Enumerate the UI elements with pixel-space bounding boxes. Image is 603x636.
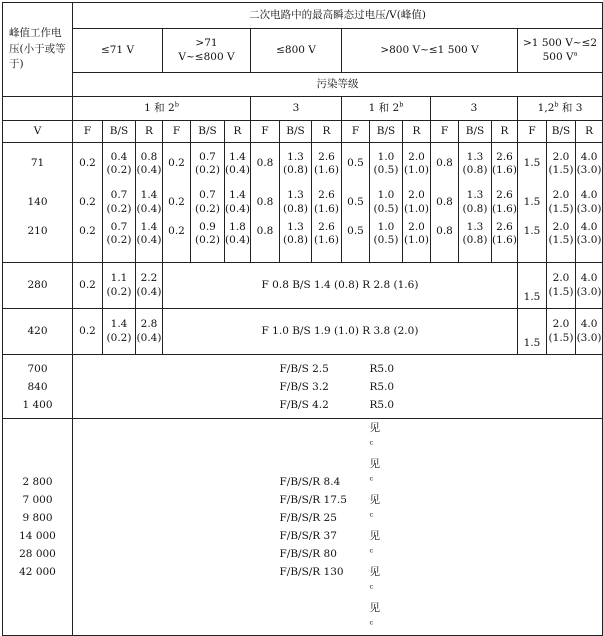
cell-f: 0.5 [342,143,370,185]
cell-bs [547,263,576,309]
cell-bs [191,185,225,221]
value: 2.0 [408,220,425,233]
cell-bs [280,143,312,185]
transient-group-5 [518,29,603,73]
value: 2.6 [318,150,335,163]
value-paren: (0.5) [373,233,399,246]
pollution-group-3 [342,97,431,121]
col-bs: B/S [370,121,403,143]
see-text: 见 [369,422,380,434]
col-r: R [312,121,342,143]
value: 1.0 [377,220,395,233]
transient-group-4: >800 V~≤1 500 V [342,29,518,73]
col-r: R [403,121,431,143]
value-paren: (0.8) [283,233,308,246]
value: 4.0 [580,318,598,331]
cell-f: 1.5 [518,309,547,355]
value: 2.0 [408,189,425,202]
value: 2.0 [408,150,425,163]
pollution-group-5-label: 1,2 [537,101,555,114]
value-paren: (0.4) [136,285,162,298]
value-paren: (0.5) [373,163,399,176]
value: 2.0 [552,220,570,233]
value-paren: (1.5) [548,163,574,176]
unit-header: V [3,121,73,143]
value: 1.4 [229,189,246,202]
cell-f: 0.2 [163,143,191,185]
block2-spacer [73,419,280,636]
value: 2.2 [140,272,158,285]
value: 2.6 [496,220,513,233]
cell-bs [370,143,403,185]
col-f: F [342,121,370,143]
cell-r [225,143,251,185]
col-bs: B/S [280,121,312,143]
value-paren: (1.6) [314,163,339,176]
cell-r [136,263,163,309]
see-sup: c [369,618,374,627]
value-paren: (1.5) [548,202,574,215]
value-paren: (0.2) [195,163,220,176]
transient-group-5-label: >1 500 V~≤2 500 V [523,37,598,63]
cell-f: 1.5 [518,143,547,185]
transient-group-1: ≤71 V [73,29,163,73]
see-note [370,527,603,563]
value-paren: (0.8) [462,163,488,176]
value-paren: (0.2) [106,331,132,344]
cell-bs [370,221,403,263]
cell-bs [459,221,492,263]
cell-bs [459,185,492,221]
value: 1.1 [110,272,128,285]
pollution-group-3-label: 1 和 2 [368,101,400,114]
fbsr-value: F/B/S/R 130 [279,566,344,578]
value: 2.0 [552,189,570,202]
value-paren: (1.6) [492,163,517,176]
fbsr-value: F/B/S/R 37 [279,530,337,542]
cell-f: 0.8 [251,143,280,185]
col-bs: B/S [103,121,136,143]
cell-r [403,143,431,185]
value-paren: (1.6) [492,202,517,215]
see-note [370,491,603,527]
col-bs: B/S [459,121,492,143]
value: 1.4 [140,189,158,202]
col-bs: B/S [547,121,576,143]
cell-f: 0.2 [73,309,103,355]
value-paren: (1.5) [548,331,574,344]
value-paren: (0.8) [283,163,308,176]
voltage-block-2 [3,419,73,636]
value-paren: (0.8) [462,202,488,215]
cell-f: 0.8 [251,221,280,263]
cell-f: 1.5 [518,185,547,221]
col-bs: B/S [191,121,225,143]
voltage-42000: 42 000 [19,566,56,578]
transient-voltage-title: 二次电路中的最高瞬态过电压/V(峰值) [73,3,603,29]
value-paren: (3.0) [576,202,602,215]
cell-f: 0.5 [342,185,370,221]
col-r: R [576,121,603,143]
voltage-840: 840 [27,380,48,393]
col-f: F [251,121,280,143]
r-value: R5.0 [369,398,395,411]
cell-r [312,143,342,185]
voltage-7000: 7 000 [22,494,53,506]
cell-f: 0.2 [73,143,103,185]
see-note [370,563,603,599]
value: 1.3 [287,150,304,163]
fbsr-value: F/B/S/R 80 [279,548,337,560]
cell-bs [103,309,136,355]
value: 1.0 [377,189,395,202]
value: 0.7 [110,189,128,202]
voltage-280: 280 [3,263,73,309]
clearance-table [2,2,603,636]
cell-f: 0.8 [431,143,459,185]
pollution-group-3-note: b [399,100,404,109]
value-paren: (3.0) [576,163,602,176]
cell-bs [280,185,312,221]
value-paren: (3.0) [576,285,602,298]
voltage-9800: 9 800 [22,512,53,524]
fbs-value: F/B/S 4.2 [279,398,329,411]
voltage-14000: 14 000 [19,530,56,542]
value-paren: (0.2) [195,202,220,215]
pollution-group-5 [518,97,603,121]
see-text: 见 [369,530,380,542]
voltage-140: 140 [3,185,73,221]
fbs-value: F/B/S 2.5 [279,362,329,375]
pollution-group-1-note: b [174,100,179,109]
r-value: R5.0 [369,380,395,393]
cell-bs [191,221,225,263]
block1-fbs [280,355,370,419]
value: 1.0 [377,150,395,163]
see-note [370,419,603,455]
transient-group-2: >71 V~≤800 V [163,29,251,73]
transient-group-3: ≤800 V [251,29,342,73]
value-paren: (0.2) [195,233,220,246]
cell-r [136,309,163,355]
value-paren: (0.2) [106,233,132,246]
value: 2.8 [140,318,158,331]
cell-bs [103,263,136,309]
value-paren: (0.2) [106,202,132,215]
cell-r [136,185,163,221]
value: 2.0 [552,272,570,285]
cell-bs [547,221,576,263]
see-sup: c [369,546,374,555]
r-value: R5.0 [369,362,395,375]
value-paren: (0.8) [283,202,308,215]
cell-r [576,143,603,185]
cell-bs [103,221,136,263]
value: 2.6 [318,189,335,202]
value-paren: (1.5) [548,233,574,246]
cell-f: 0.5 [342,221,370,263]
cell-bs [459,143,492,185]
see-sup: c [369,510,374,519]
cell-r [576,263,603,309]
value: 4.0 [580,150,598,163]
block1-r [370,355,603,419]
see-note [370,599,603,635]
voltage-28000: 28 000 [19,548,56,560]
cell-bs [370,185,403,221]
cell-r [576,309,603,355]
see-sup: c [369,474,374,483]
cell-r [225,185,251,221]
cell-f: 0.8 [251,185,280,221]
pollution-group-1 [73,97,251,121]
see-text: 见 [369,458,380,470]
voltage-2800: 2 800 [22,476,53,488]
fbsr-value: F/B/S/R 25 [279,512,337,524]
value: 1.4 [110,318,128,331]
value: 4.0 [580,189,598,202]
cell-bs [547,309,576,355]
cell-r [312,221,342,263]
value-paren: (0.4) [225,163,250,176]
value: 0.7 [199,150,216,163]
value: 1.4 [229,150,246,163]
cell-f: 0.8 [431,221,459,263]
value-paren: (1.0) [404,202,429,215]
value-paren: (1.6) [314,233,339,246]
value: 1.3 [466,150,484,163]
col-f: F [518,121,547,143]
cell-bs [103,185,136,221]
cell-bs [103,143,136,185]
col-r: R [492,121,518,143]
value: 1.3 [466,220,484,233]
value: 0.7 [199,189,216,202]
value: 4.0 [580,272,598,285]
value-paren: (3.0) [576,331,602,344]
value: 0.7 [110,220,128,233]
value-paren: (1.5) [548,285,574,298]
value-paren: (0.4) [136,163,162,176]
pollution-degree-title: 污染等级 [73,73,603,97]
merged-values-280: F 0.8 B/S 1.4 (0.8) R 2.8 (1.6) [163,263,518,309]
value: 1.3 [466,189,484,202]
cell-r [136,143,163,185]
cell-bs [280,221,312,263]
fbsr-value: F/B/S/R 17.5 [279,494,347,506]
value-paren: (0.2) [106,163,132,176]
pollution-group-5-tail: 和 3 [558,101,583,114]
block1-spacer [73,355,280,419]
cell-bs [191,143,225,185]
value: 0.4 [110,150,128,163]
col-f: F [431,121,459,143]
value-paren: (0.4) [225,233,250,246]
cell-r [403,185,431,221]
merged-values-420: F 1.0 B/S 1.9 (1.0) R 3.8 (2.0) [163,309,518,355]
cell-r [312,185,342,221]
value: 1.8 [229,220,246,233]
cell-bs [547,185,576,221]
header-spacer [3,97,73,121]
value: 1.3 [287,220,304,233]
value: 2.6 [496,189,513,202]
cell-r [136,221,163,263]
value: 0.8 [140,150,158,163]
see-text: 见 [369,494,380,506]
voltage-71: 71 [3,143,73,185]
cell-r [576,221,603,263]
cell-r [492,185,518,221]
pollution-group-5-note: b [554,100,559,109]
value-paren: (0.5) [373,202,399,215]
see-sup: c [369,438,374,447]
value: 2.0 [552,318,570,331]
col-r: R [225,121,251,143]
see-text: 见 [369,566,380,578]
value-paren: (1.0) [404,163,429,176]
pollution-group-2: 3 [251,97,342,121]
cell-f: 0.2 [163,221,191,263]
cell-r [492,221,518,263]
value-paren: (0.4) [136,233,162,246]
cell-r [225,221,251,263]
cell-f: 0.2 [163,185,191,221]
value-paren: (0.4) [136,331,162,344]
block2-see [370,419,603,636]
cell-f: 0.8 [431,185,459,221]
fbsr-value: F/B/S/R 8.4 [279,476,341,488]
transient-group-5-note: a [573,49,578,57]
col-f: F [163,121,191,143]
cell-r [576,185,603,221]
value-paren: (1.0) [404,233,429,246]
value-paren: (0.2) [106,285,132,298]
col-f: F [73,121,103,143]
value: 0.9 [199,220,216,233]
voltage-210: 210 [3,221,73,263]
see-sup: c [369,582,374,591]
value: 1.3 [287,189,304,202]
block2-fbsr [280,419,370,636]
cell-r [492,143,518,185]
see-note [370,455,603,491]
voltage-700: 700 [27,362,48,375]
voltage-420: 420 [3,309,73,355]
value-paren: (1.6) [492,233,517,246]
voltage-block-1 [3,355,73,419]
value-paren: (3.0) [576,233,602,246]
value: 1.4 [140,220,158,233]
cell-f: 1.5 [518,263,547,309]
cell-f: 0.2 [73,185,103,221]
peak-voltage-header: 峰值工作电压(小于或等于) [3,3,73,97]
value-paren: (1.6) [314,202,339,215]
pollution-group-1-label: 1 和 2 [144,101,175,114]
cell-r [403,221,431,263]
value-paren: (0.4) [136,202,162,215]
cell-f: 0.2 [73,221,103,263]
voltage-1400: 1 400 [22,398,53,411]
value-paren: (0.4) [225,202,250,215]
value: 2.0 [552,150,570,163]
value: 4.0 [580,220,598,233]
cell-f: 1.5 [518,221,547,263]
col-r: R [136,121,163,143]
see-text: 见 [369,602,380,614]
fbs-value: F/B/S 3.2 [279,380,329,393]
value: 2.6 [318,220,335,233]
cell-f: 0.2 [73,263,103,309]
cell-bs [547,143,576,185]
value-paren: (0.8) [462,233,488,246]
pollution-group-4: 3 [431,97,518,121]
value: 2.6 [496,150,513,163]
